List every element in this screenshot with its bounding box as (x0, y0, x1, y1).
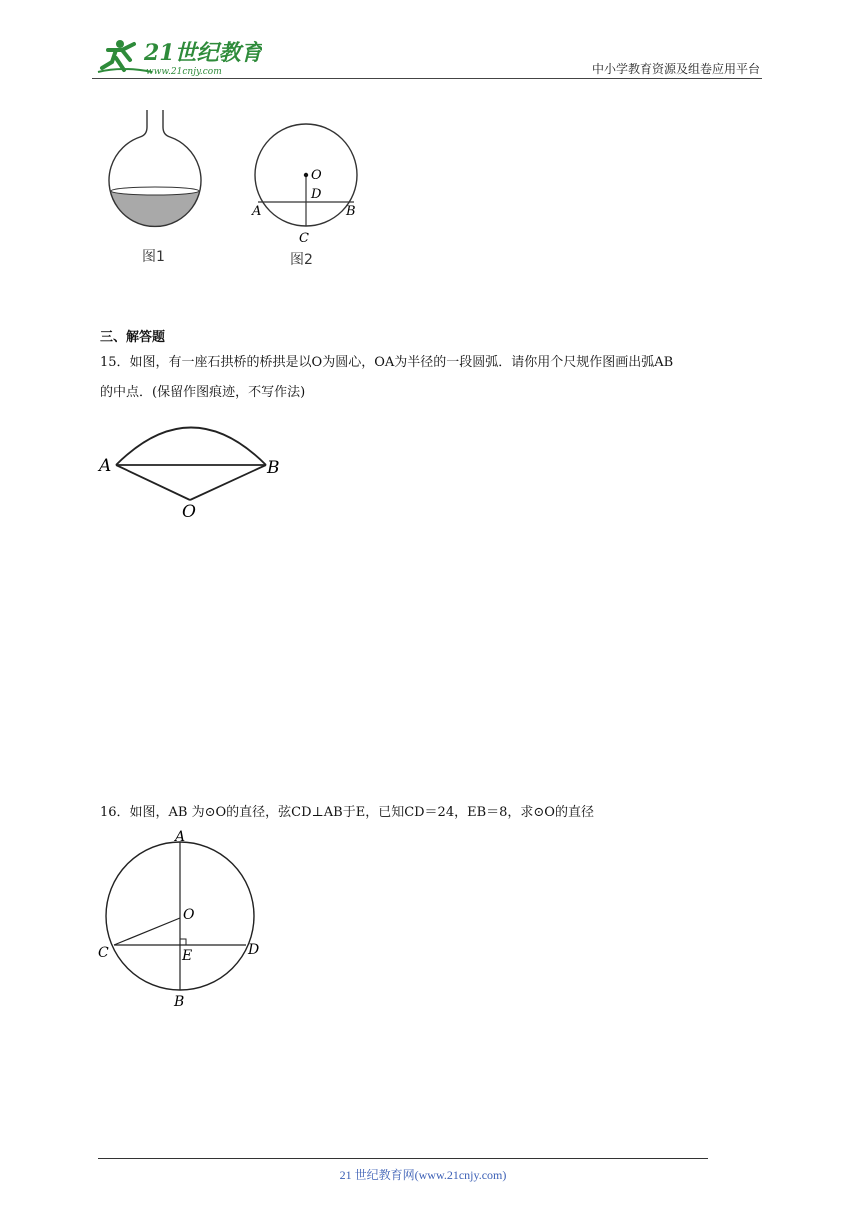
figure-1-label: 图1 (142, 249, 165, 265)
q16-point-b: B (174, 994, 185, 1010)
q16-point-c: C (98, 945, 109, 961)
q16-text: 16．如图，AB 为⊙O的直径，弦CD⊥AB于E，已知CD＝24，EB＝8，求⊙O的直径 (100, 805, 594, 820)
liquid-surface (111, 187, 199, 195)
footer-divider (98, 1158, 708, 1159)
footer-site-link[interactable]: 21 世纪教育网(www.21cnjy.com) (339, 1168, 507, 1182)
q15-point-o: O (182, 502, 196, 522)
q15-text (100, 348, 770, 408)
figure-1-flask (100, 105, 210, 235)
site-logo (92, 34, 262, 78)
figure-2-label: 图2 (290, 252, 313, 268)
q16-point-e: E (182, 948, 193, 964)
fig2-center-dot (304, 173, 308, 177)
q15-figure-arch (96, 410, 296, 522)
logo-title: 21世纪教育 (144, 40, 262, 66)
q16-point-a: A (175, 830, 186, 845)
header-platform-text: 中小学教育资源及组卷应用平台 (591, 62, 760, 76)
q15-arc-ab (116, 428, 266, 466)
q15-radius-ob (190, 465, 266, 500)
q16-point-d: D (248, 942, 260, 958)
q15-radius-oa (116, 465, 190, 500)
fig2-point-o: O (311, 168, 322, 183)
figure-2-circle (248, 118, 368, 248)
fig2-point-d: D (311, 187, 322, 202)
fig2-point-a: A (252, 204, 262, 219)
fig2-point-b: B (346, 204, 356, 219)
q15-line-1: 15．如图，有一座石拱桥的桥拱是以O为圆心，OA为半径的一段圆弧．请你用个尺规作图画出弧AB (100, 355, 674, 370)
fig2-point-c: C (299, 231, 309, 246)
logo-url: www.21cnjy.com (146, 67, 222, 77)
q16-figure-circle (94, 830, 274, 1012)
q16-segment-oc (114, 918, 180, 945)
q15-point-a: A (99, 456, 112, 476)
header-divider (92, 78, 762, 79)
section-title: 三、解答题 (100, 330, 166, 345)
q16-right-angle-mark (180, 939, 186, 945)
q15-point-b: B (267, 458, 280, 478)
q16-point-o: O (183, 907, 195, 923)
q15-line-2: 的中点．(保留作图痕迹，不写作法) (100, 385, 306, 400)
